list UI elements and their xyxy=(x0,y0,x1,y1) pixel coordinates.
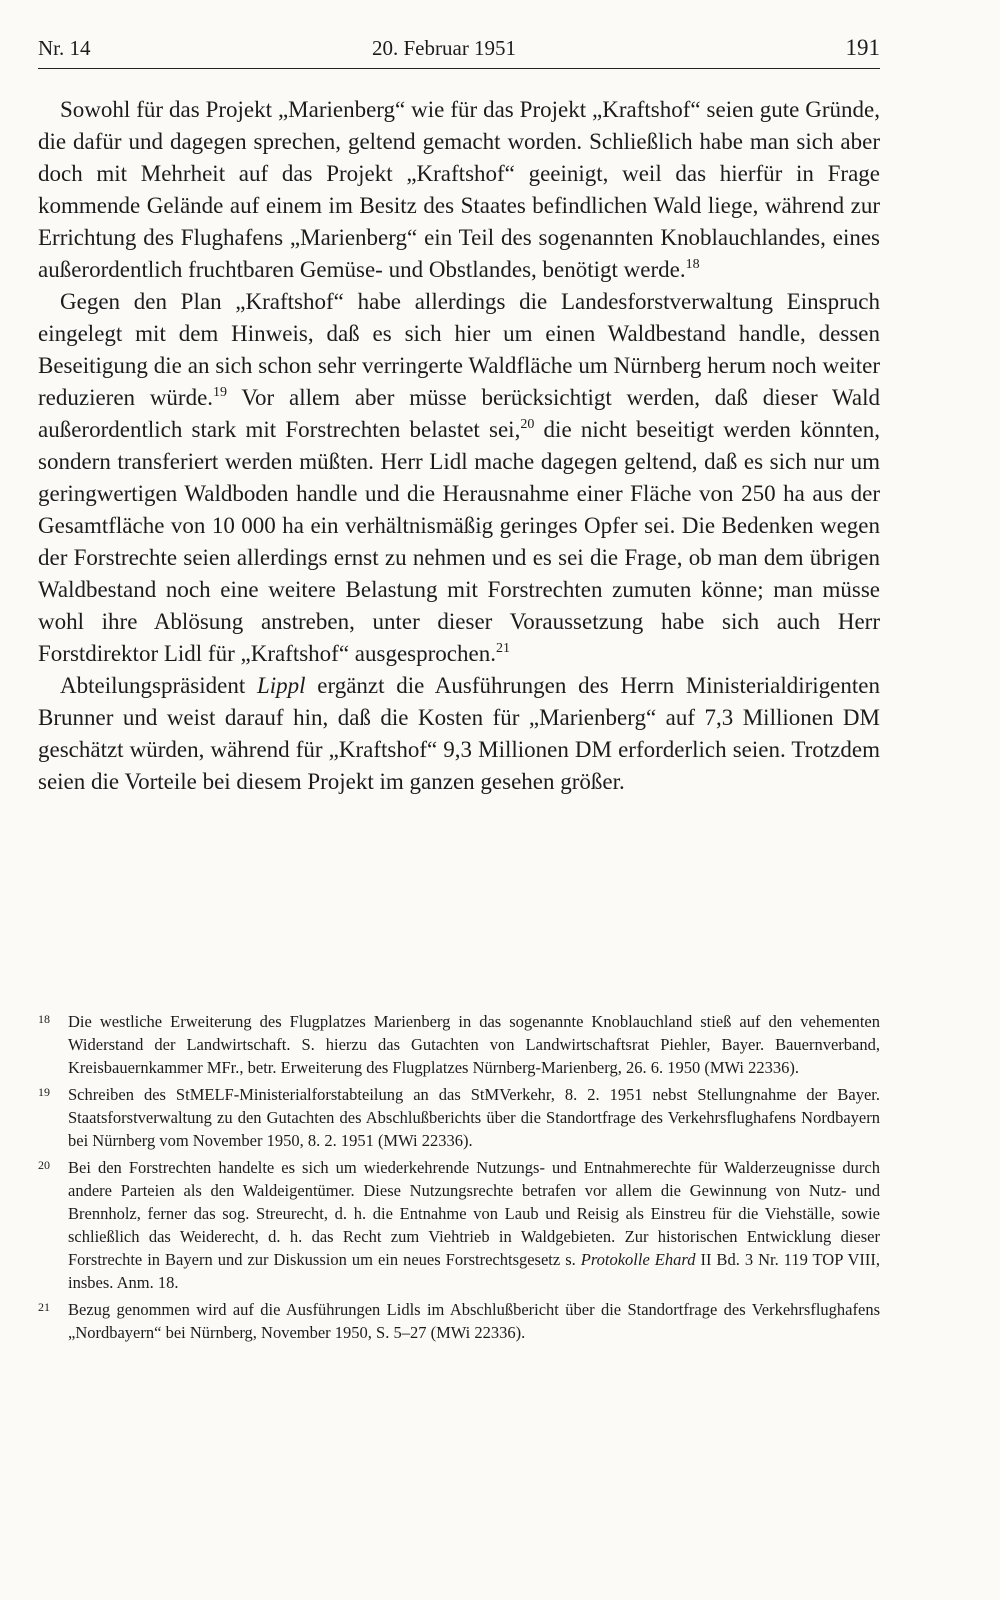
paragraph-3-after: ergänzt die Ausführungen des Herrn Ministerialdirigenten Brunner und weist darauf hin, daß die Kosten für „Marienberg“ auf 7,3 Millionen DM geschätzt würden, während für „Kraftshof“ 9,3 Millionen DM erforderlich seien. Trotzdem seien die Vorteile bei diesem Projekt im ganzen gesehen größer. xyxy=(38,673,880,794)
footnote-ref-19: 19 xyxy=(213,385,228,400)
running-head xyxy=(38,30,880,66)
footnote-21 xyxy=(38,1298,880,1344)
paragraph-2 xyxy=(38,286,880,670)
main-text xyxy=(38,94,880,798)
footnote-number: 21 xyxy=(38,1300,50,1314)
footnote-19 xyxy=(38,1083,880,1152)
footnote-20 xyxy=(38,1156,880,1294)
page-number: 191 xyxy=(845,35,880,60)
footnote-text-before: Bei den Forstrechten handelte es sich um wiederkehrende Nutzungs- und Entnahmerechte für Walderzeugnisse durch andere Parteien als den Waldeigentümer. Diese Nutzungsrechte betrafen vor allem die Gewinnung von Nutz- und Brennholz, ferner das sog. Streurecht, d. h. die Entnahme von Laub und Reisig als Einstreu für die Viehställe, sowie schließlich das Weiderecht, d. h. das Recht zum Viehtrieb in Waldgebieten. Zur historischen Entwicklung dieser Forstrechte in Bayern und zur Diskussion um ein neues Forstrechtsgesetz s. xyxy=(68,1158,880,1269)
paragraph-1 xyxy=(38,94,880,286)
footnote-text: Schreiben des StMELF-Ministerialforstabteilung an das StMVerkehr, 8. 2. 1951 nebst Stellungnahme der Bayer. Staatsforstverwaltung zu den Gutachten des Abschlußberichts über die Standortfrage des Verkehrsflughafens Nordbayern bei Nürnberg vom November 1950, 8. 2. 1951 (MWi 22336). xyxy=(68,1085,880,1150)
header-rule xyxy=(38,68,880,69)
paragraph-2-part-1: Gegen den Plan „Kraftshof“ habe allerdings die Landesforstverwaltung Einspruch eingelegt mit dem Hinweis, daß es sich hier um einen Waldbestand handle, dessen Beseitigung die an sich schon sehr verringerte Waldfläche um Nürnberg herum noch weiter reduzieren würde. xyxy=(38,289,880,410)
paragraph-1-text: Sowohl für das Projekt „Marienberg“ wie für das Projekt „Kraftshof“ seien gute Gründe, die dafür und dagegen sprechen, geltend gemacht worden. Schließlich habe man sich aber doch mit Mehrheit auf das Projekt „Kraftshof“ geeinigt, weil das hierfür in Frage kommende Gelände auf einem im Besitz des Staates befindlichen Wald liege, während zur Errichtung des Flughafens „Marienberg“ ein Teil des sogenannten Knoblauchlandes, eines außerordentlich fruchtbaren Gemüse- und Obstlandes, benötigt werde. xyxy=(38,97,880,282)
paragraph-2-part-2: Vor allem aber müsse berücksichtigt werden, daß dieser Wald außerordentlich stark mit Forstrechten belastet sei, xyxy=(38,385,880,442)
publication-date: 20. Februar 1951 xyxy=(372,36,517,60)
footnote-text-after: II Bd. 3 Nr. 119 TOP VIII, insbes. Anm. 18. xyxy=(68,1250,881,1292)
footnote-18 xyxy=(38,1010,880,1079)
footnote-ref-20: 20 xyxy=(520,417,535,432)
footnote-number: 20 xyxy=(38,1158,50,1172)
footnote-ref-18: 18 xyxy=(685,257,700,272)
footnote-text: Die westliche Erweiterung des Flugplatzes Marienberg in das sogenannte Knoblauchland stieß auf den vehementen Widerstand der Landwirtschaft. S. hierzu das Gutachten von Landwirtschaftsrat Piehler, Bayer. Bauernverband, Kreisbauernkammer MFr., betr. Erweiterung des Flugplatzes Nürnberg-Marienberg, 26. 6. 1950 (MWi 22336). xyxy=(68,1012,880,1077)
footnotes xyxy=(38,1010,880,1348)
footnote-number: 18 xyxy=(38,1012,50,1026)
footnote-ref-21: 21 xyxy=(495,641,510,656)
footnote-citation: Protokolle Ehard xyxy=(580,1250,696,1269)
paragraph-3-before: Abteilungspräsident xyxy=(60,673,257,698)
speaker-name: Lippl xyxy=(256,673,306,698)
footnote-text: Bezug genommen wird auf die Ausführungen Lidls im Abschlußbericht über die Standortfrage des Verkehrsflughafens „Nordbayern“ bei Nürnberg, November 1950, S. 5–27 (MWi 22336). xyxy=(68,1300,880,1342)
issue-number: Nr. 14 xyxy=(38,36,91,60)
paragraph-3 xyxy=(38,670,880,798)
paragraph-2-part-3: die nicht beseitigt werden könnten, sondern transferiert werden müßten. Herr Lidl mache dagegen geltend, daß es sich nur um geringwertigen Waldboden handle und die Herausnahme einer Fläche von 250 ha aus der Gesamtfläche von 10 000 ha ein verhältnismäßig geringes Opfer sei. Die Bedenken wegen der Forstrechte seien allerdings ernst zu nehmen und es sei die Frage, ob man dem übrigen Waldbestand noch eine weitere Belastung mit Forstrechten zumuten könne; man müsse wohl ihre Ablösung anstreben, unter dieser Voraussetzung habe sich auch Herr Forstdirektor Lidl für „Kraftshof“ ausgesprochen. xyxy=(38,417,880,666)
footnote-number: 19 xyxy=(38,1085,50,1099)
